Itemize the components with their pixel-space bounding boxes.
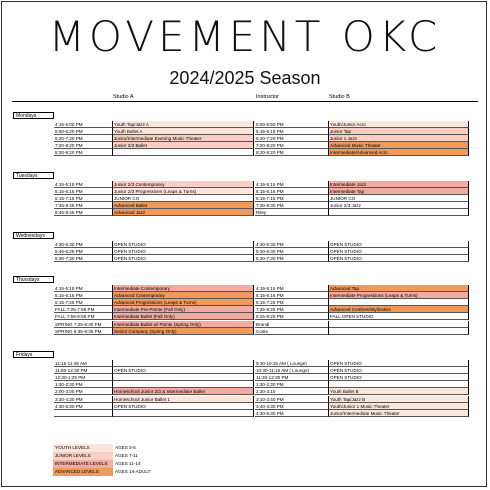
class-studio-b: Intermediate Jazz: [328, 181, 469, 188]
class-studio-b: [328, 209, 469, 216]
class-studio-a: OPEN STUDIO: [112, 255, 254, 262]
time-a: 1:30-2:30 PM: [54, 381, 112, 388]
time-a: 5:15-6:15 PM: [54, 188, 112, 195]
class-studio-a: OPEN STUDIO: [112, 248, 254, 255]
class-studio-b: Advanced Music Theater: [328, 142, 469, 149]
class-studio-b: JUNIOR CO: [328, 195, 469, 202]
time-a: 11:50-12:30 PM: [54, 367, 112, 374]
time-a: 5:15-6:15 PM: [54, 292, 112, 299]
time-b: 9:30-10:15 AM ( Lounge): [255, 360, 328, 367]
time-b: 4:30-5:30 PM: [255, 241, 328, 248]
time-a: 7:20-8:20 PM: [54, 142, 112, 149]
class-studio-a: Junior/Intermediate Evening Music Theater: [112, 135, 254, 142]
class-studio-a: [112, 149, 254, 156]
class-studio-a: Junior 2/3 Contemporary: [112, 181, 254, 188]
legend-level: INTERMEDIATE LEVELS: [53, 460, 113, 468]
class-studio-a: Intermediate Ballet (Fall Only): [112, 313, 254, 320]
time-a: 4:30-5:30 PM: [54, 241, 112, 248]
legend-level: JUNIOR LEVELS: [53, 452, 113, 460]
time-a: 12:30-1:25 PM: [54, 374, 112, 381]
class-studio-a: Intermediate Pre-Pointe (Fall Only): [112, 306, 254, 313]
class-studio-b: Advanced Combos/Stylization: [328, 306, 469, 313]
day-label-thursdays: Thursdays: [13, 276, 54, 283]
class-studio-a: Advanced Contemporary: [112, 292, 254, 299]
time-b: 3:40-4:30 PM: [255, 403, 328, 410]
season-subtitle: 2024/2025 Season: [169, 68, 321, 88]
class-studio-a: Advanced Ballet: [112, 202, 254, 209]
class-studio-a: OPEN STUDIO: [112, 367, 254, 374]
class-studio-b: OPEN STUDIO: [328, 367, 469, 374]
class-studio-b: Intermediate/Advanced Acro: [328, 149, 469, 156]
time-a: 5:50-6:20 PM: [54, 128, 112, 135]
class-studio-b: OPEN STUDIO: [328, 248, 469, 255]
class-studio-a: Homeschool Junior Ballet 1: [112, 396, 254, 403]
class-studio-a: Junior 2/3 Progressions (Leaps & Turns): [112, 188, 254, 195]
time-a: 2:00-3:00 PM: [54, 388, 112, 395]
time-a: 6:15-7:25 PM: [54, 299, 112, 306]
time-b: 2:30-3:10: [255, 388, 328, 395]
legend-ages: AGES 11-14: [115, 461, 141, 466]
time-a: 4:15-5:15 PM: [54, 285, 112, 292]
time-b: 5:15-6:15 PM: [255, 188, 328, 195]
legend-ages: AGES 3-6: [115, 445, 136, 450]
class-studio-a: Intermediate Ballet w/ Pointe (Spring Only): [112, 321, 254, 328]
time-b: 6:15-7:25 PM: [255, 299, 328, 306]
time-b: 5:15-6:15 PM: [255, 128, 328, 135]
day-label-mondays: Mondays: [13, 112, 54, 119]
class-studio-a: [112, 381, 254, 388]
class-studio-a: [112, 410, 254, 417]
class-studio-b: Youth Tap/Jazz B: [328, 396, 469, 403]
time-b: Codie: [255, 328, 328, 335]
class-studio-a: Advanced Jazz: [112, 209, 254, 216]
time-a: 7:45-8:45 PM: [54, 202, 112, 209]
time-b: Brandi: [255, 321, 328, 328]
time-a: FALL 7:25-7:55 PM: [54, 306, 112, 313]
time-b: 7:30-8:30 PM: [255, 202, 328, 209]
legend-ages: AGES 14-ADULT: [115, 469, 151, 474]
class-studio-b: Youth/Junior Acro: [328, 121, 469, 128]
class-studio-a: Senior Company (Spring Only): [112, 328, 254, 335]
time-b: 10:30-11:15 AM ( Lounge): [255, 367, 328, 374]
page-title: MOVEMENT OKC: [48, 12, 442, 61]
time-b: 8:25-9:25 PM: [255, 313, 328, 320]
legend-level: YOUTH LEVELS: [53, 444, 113, 452]
time-a: [54, 410, 112, 417]
time-b: 3:10-3:40 PM: [255, 396, 328, 403]
day-label-wednesdays: Wednesdays: [13, 232, 54, 239]
time-a: SPRING 7:25-8:30 PM: [54, 321, 112, 328]
header-studio-a: Studio A: [113, 94, 134, 100]
class-studio-b: Advanced Tap: [328, 285, 469, 292]
header-instructor: Instructor: [256, 94, 279, 100]
class-studio-a: Youth Ballet A: [112, 128, 254, 135]
class-studio-b: Junior/Intermediate Music Theater: [328, 410, 469, 417]
time-a: 5:45-6:25 PM: [54, 248, 112, 255]
time-b: 6:20-7:20 PM: [255, 135, 328, 142]
time-a: 6:15-7:15 PM: [54, 195, 112, 202]
time-a: 6:30-7:30 PM: [54, 255, 112, 262]
time-b: 11:30-12:30 PM: [255, 374, 328, 381]
class-studio-b: Junior 2/3 Jazz: [328, 202, 469, 209]
time-a: SPRING 8:35-9:35 PM: [54, 328, 112, 335]
class-studio-a: Youth Tap/Jazz A: [112, 121, 254, 128]
class-studio-b: FALL OPEN STUDIO: [328, 313, 469, 320]
time-a: 4:30-5:30 PM: [54, 403, 112, 410]
class-studio-b: OPEN STUDIO: [328, 360, 469, 367]
time-a: 8:45-9:45 PM: [54, 209, 112, 216]
class-studio-a: Advanced Progressions (Leaps & Turns): [112, 299, 254, 306]
class-studio-b: Intermediate Progressions (Leaps & Turns): [328, 292, 469, 299]
time-a: 6:20-7:20 PM: [54, 135, 112, 142]
time-b: 8:20-9:20 PM: [255, 149, 328, 156]
legend-ages: AGES 7-11: [115, 453, 138, 458]
class-studio-a: [112, 374, 254, 381]
time-b: 7:20-8:20 PM: [255, 142, 328, 149]
time-b: 5:30-6:30 PM: [255, 248, 328, 255]
time-b: 1:30-2:30 PM: [255, 381, 328, 388]
day-label-tuesdays: Tuesdays: [13, 172, 54, 179]
time-a: 4:15-5:00 PM: [54, 121, 112, 128]
class-studio-b: Youth/Junior 1 Music Theater: [328, 403, 469, 410]
time-a: 3:30-4:30 PM: [54, 396, 112, 403]
time-b: 5:15-6:15 PM: [255, 292, 328, 299]
class-studio-b: [328, 321, 469, 328]
time-a: 8:20-9:20 PM: [54, 149, 112, 156]
class-studio-a: Junior 2/3 Ballet: [112, 142, 254, 149]
class-studio-b: OPEN STUDIO: [328, 374, 469, 381]
class-studio-b: Junior 1 Jazz: [328, 135, 469, 142]
time-b: 4:15-5:15 PM: [255, 181, 328, 188]
time-b: 6:30-7:30 PM: [255, 255, 328, 262]
header-divider: [12, 101, 478, 102]
class-studio-b: Junior Tap: [328, 128, 469, 135]
class-studio-b: [328, 381, 469, 388]
class-studio-a: Intermediate Contemporary: [112, 285, 254, 292]
class-studio-b: [328, 299, 469, 306]
legend-level: ADVANCED LEVELS: [53, 468, 113, 476]
class-studio-a: OPEN STUDIO: [112, 241, 254, 248]
class-studio-b: [328, 328, 469, 335]
time-a: 11:15-11:45 AM: [54, 360, 112, 367]
class-studio-a: Homeschool Junior 2/3 & Intermediate Ballet: [112, 388, 254, 395]
time-b: 7:25-8:25 PM: [255, 306, 328, 313]
class-studio-b: Youth Ballet B: [328, 388, 469, 395]
class-studio-b: OPEN STUDIO: [328, 255, 469, 262]
time-b: 4:30-5:30 PM: [255, 410, 328, 417]
time-a: FALL 7:55-8:55 PM: [54, 313, 112, 320]
time-b: 4:15-5:15 PM: [255, 285, 328, 292]
time-a: 4:15-5:15 PM: [54, 181, 112, 188]
class-studio-b: OPEN STUDIO: [328, 241, 469, 248]
day-label-fridays: Fridays: [13, 351, 54, 358]
class-studio-a: JUNIOR CO: [112, 195, 254, 202]
class-studio-a: OPEN STUDIO: [112, 403, 254, 410]
class-studio-a: [112, 360, 254, 367]
time-b: 5:00-5:50 PM: [255, 121, 328, 128]
class-studio-b: Intermediate Tap: [328, 188, 469, 195]
time-b: Riley: [255, 209, 328, 216]
header-studio-b: Studio B: [329, 94, 350, 100]
time-b: 6:15-7:15 PM: [255, 195, 328, 202]
